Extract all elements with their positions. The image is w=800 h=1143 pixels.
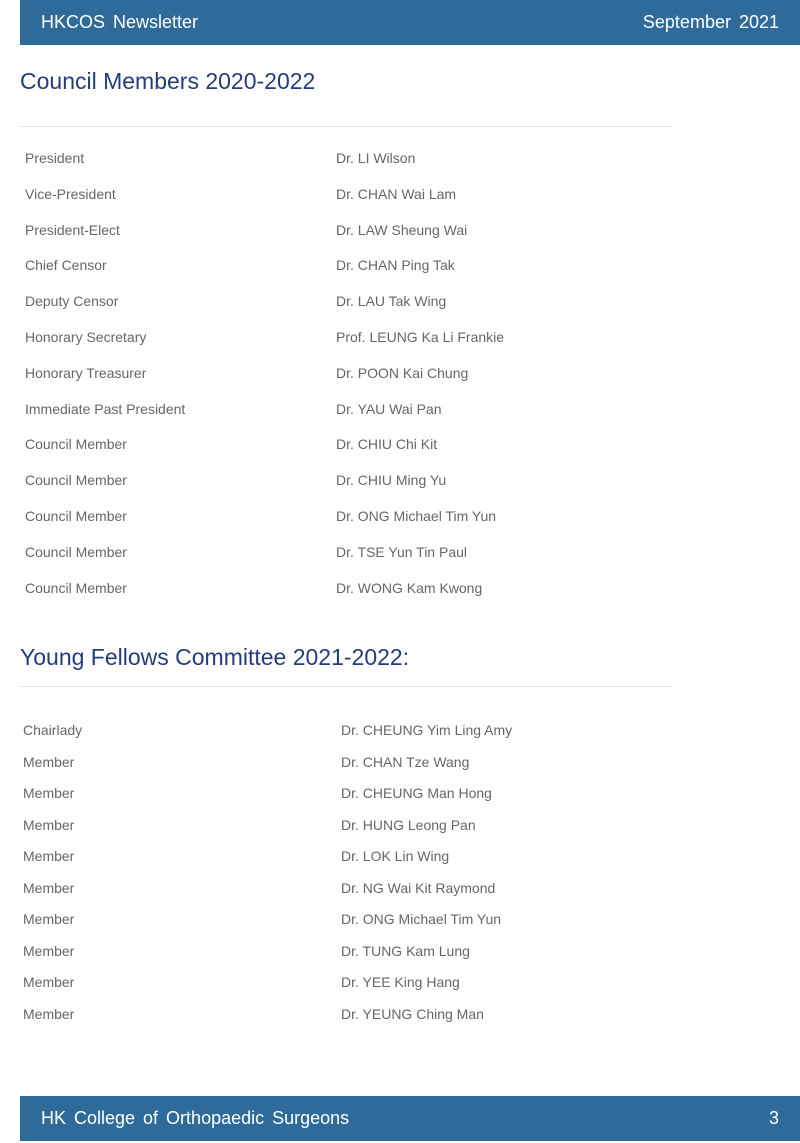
member-row	[0, 972, 800, 992]
member-role: Member	[23, 1005, 75, 1022]
member-row	[0, 255, 800, 275]
member-name: Dr. CHAN Ping Tak	[336, 257, 455, 274]
member-name: Dr. YEE King Hang	[341, 974, 460, 990]
member-name: Dr. LAU Tak Wing	[336, 293, 447, 310]
member-row	[0, 220, 800, 240]
member-name: Dr. HUNG Leong Pan	[341, 816, 476, 833]
member-row	[0, 578, 800, 598]
member-row	[0, 720, 800, 740]
member-role: Council Member	[25, 508, 127, 524]
member-name: Dr. TSE Yun Tin Paul	[336, 543, 468, 560]
member-row	[0, 434, 800, 454]
member-role: Member	[23, 942, 75, 959]
member-name: Dr. POON Kai Chung	[336, 364, 469, 381]
member-name: Dr. CHEUNG Man Hong	[341, 785, 492, 801]
member-name: Dr. CHIU Chi Kit	[336, 436, 438, 453]
member-role: Member	[23, 785, 75, 801]
newsletter-title: HKCOS Newsletter	[41, 12, 199, 32]
member-name: Dr. LI Wilson	[336, 150, 416, 166]
member-row	[0, 815, 800, 835]
newsletter-date: September 2021	[642, 12, 779, 32]
member-row	[0, 846, 800, 866]
member-row	[0, 909, 800, 929]
member-role: Member	[23, 911, 75, 927]
member-role: Council Member	[25, 543, 127, 560]
member-role: Member	[23, 879, 75, 896]
member-name: Dr. CHEUNG Yim Ling Amy	[341, 722, 513, 738]
member-role: Honorary Treasurer	[25, 364, 147, 381]
member-row	[0, 291, 800, 311]
member-name: Prof. LEUNG Ka Li Frankie	[336, 329, 505, 345]
member-row	[0, 542, 800, 562]
member-role: Member	[23, 848, 75, 864]
member-name: Dr. ONG Michael Tim Yun	[341, 911, 502, 927]
member-name: Dr. CHAN Wai Lam	[336, 185, 457, 202]
college-name: HK College of Orthopaedic Surgeons	[41, 1108, 350, 1128]
member-name: Dr. YEUNG Ching Man	[341, 1005, 484, 1022]
member-role: Immediate Past President	[25, 400, 186, 417]
council-section-title: Council Members 2020-2022	[20, 68, 316, 94]
member-role: Member	[23, 753, 75, 770]
newsletter-header	[20, 0, 800, 45]
member-row	[0, 941, 800, 961]
member-row	[0, 783, 800, 803]
member-role: Member	[23, 816, 75, 833]
member-row	[0, 878, 800, 898]
council-divider	[20, 126, 672, 127]
member-role: President-Elect	[25, 221, 120, 238]
member-role: Council Member	[25, 472, 127, 489]
member-role: Member	[23, 974, 75, 990]
member-role: Chairlady	[23, 722, 83, 738]
member-row	[0, 399, 800, 419]
member-role: Chief Censor	[25, 257, 107, 274]
member-name: Dr. CHAN Tze Wang	[341, 753, 470, 770]
member-row	[0, 363, 800, 383]
member-name: Dr. ONG Michael Tim Yun	[336, 508, 497, 524]
member-role: Council Member	[25, 436, 127, 453]
newsletter-footer	[20, 1096, 800, 1141]
member-row	[0, 327, 800, 347]
member-row	[0, 752, 800, 772]
member-role: Vice-President	[25, 185, 116, 202]
member-row	[0, 506, 800, 526]
member-name: Dr. CHIU Ming Yu	[336, 472, 447, 489]
member-name: Dr. LAW Sheung Wai	[336, 221, 468, 238]
member-row	[0, 148, 800, 168]
member-name: Dr. WONG Kam Kwong	[336, 579, 483, 596]
member-role: Honorary Secretary	[25, 329, 147, 345]
member-name: Dr. LOK Lin Wing	[341, 848, 450, 864]
member-row	[0, 184, 800, 204]
young-fellows-section-title: Young Fellows Committee 2021-2022:	[20, 644, 410, 670]
young-fellows-divider	[20, 686, 672, 687]
member-role: President	[25, 150, 85, 166]
page-number: 3	[768, 1108, 779, 1128]
member-row	[0, 470, 800, 490]
member-name: Dr. NG Wai Kit Raymond	[341, 879, 496, 896]
member-name: Dr. TUNG Kam Lung	[341, 942, 470, 959]
member-role: Deputy Censor	[25, 293, 119, 310]
member-role: Council Member	[25, 579, 127, 596]
member-name: Dr. YAU Wai Pan	[336, 400, 442, 417]
member-row	[0, 1004, 800, 1024]
